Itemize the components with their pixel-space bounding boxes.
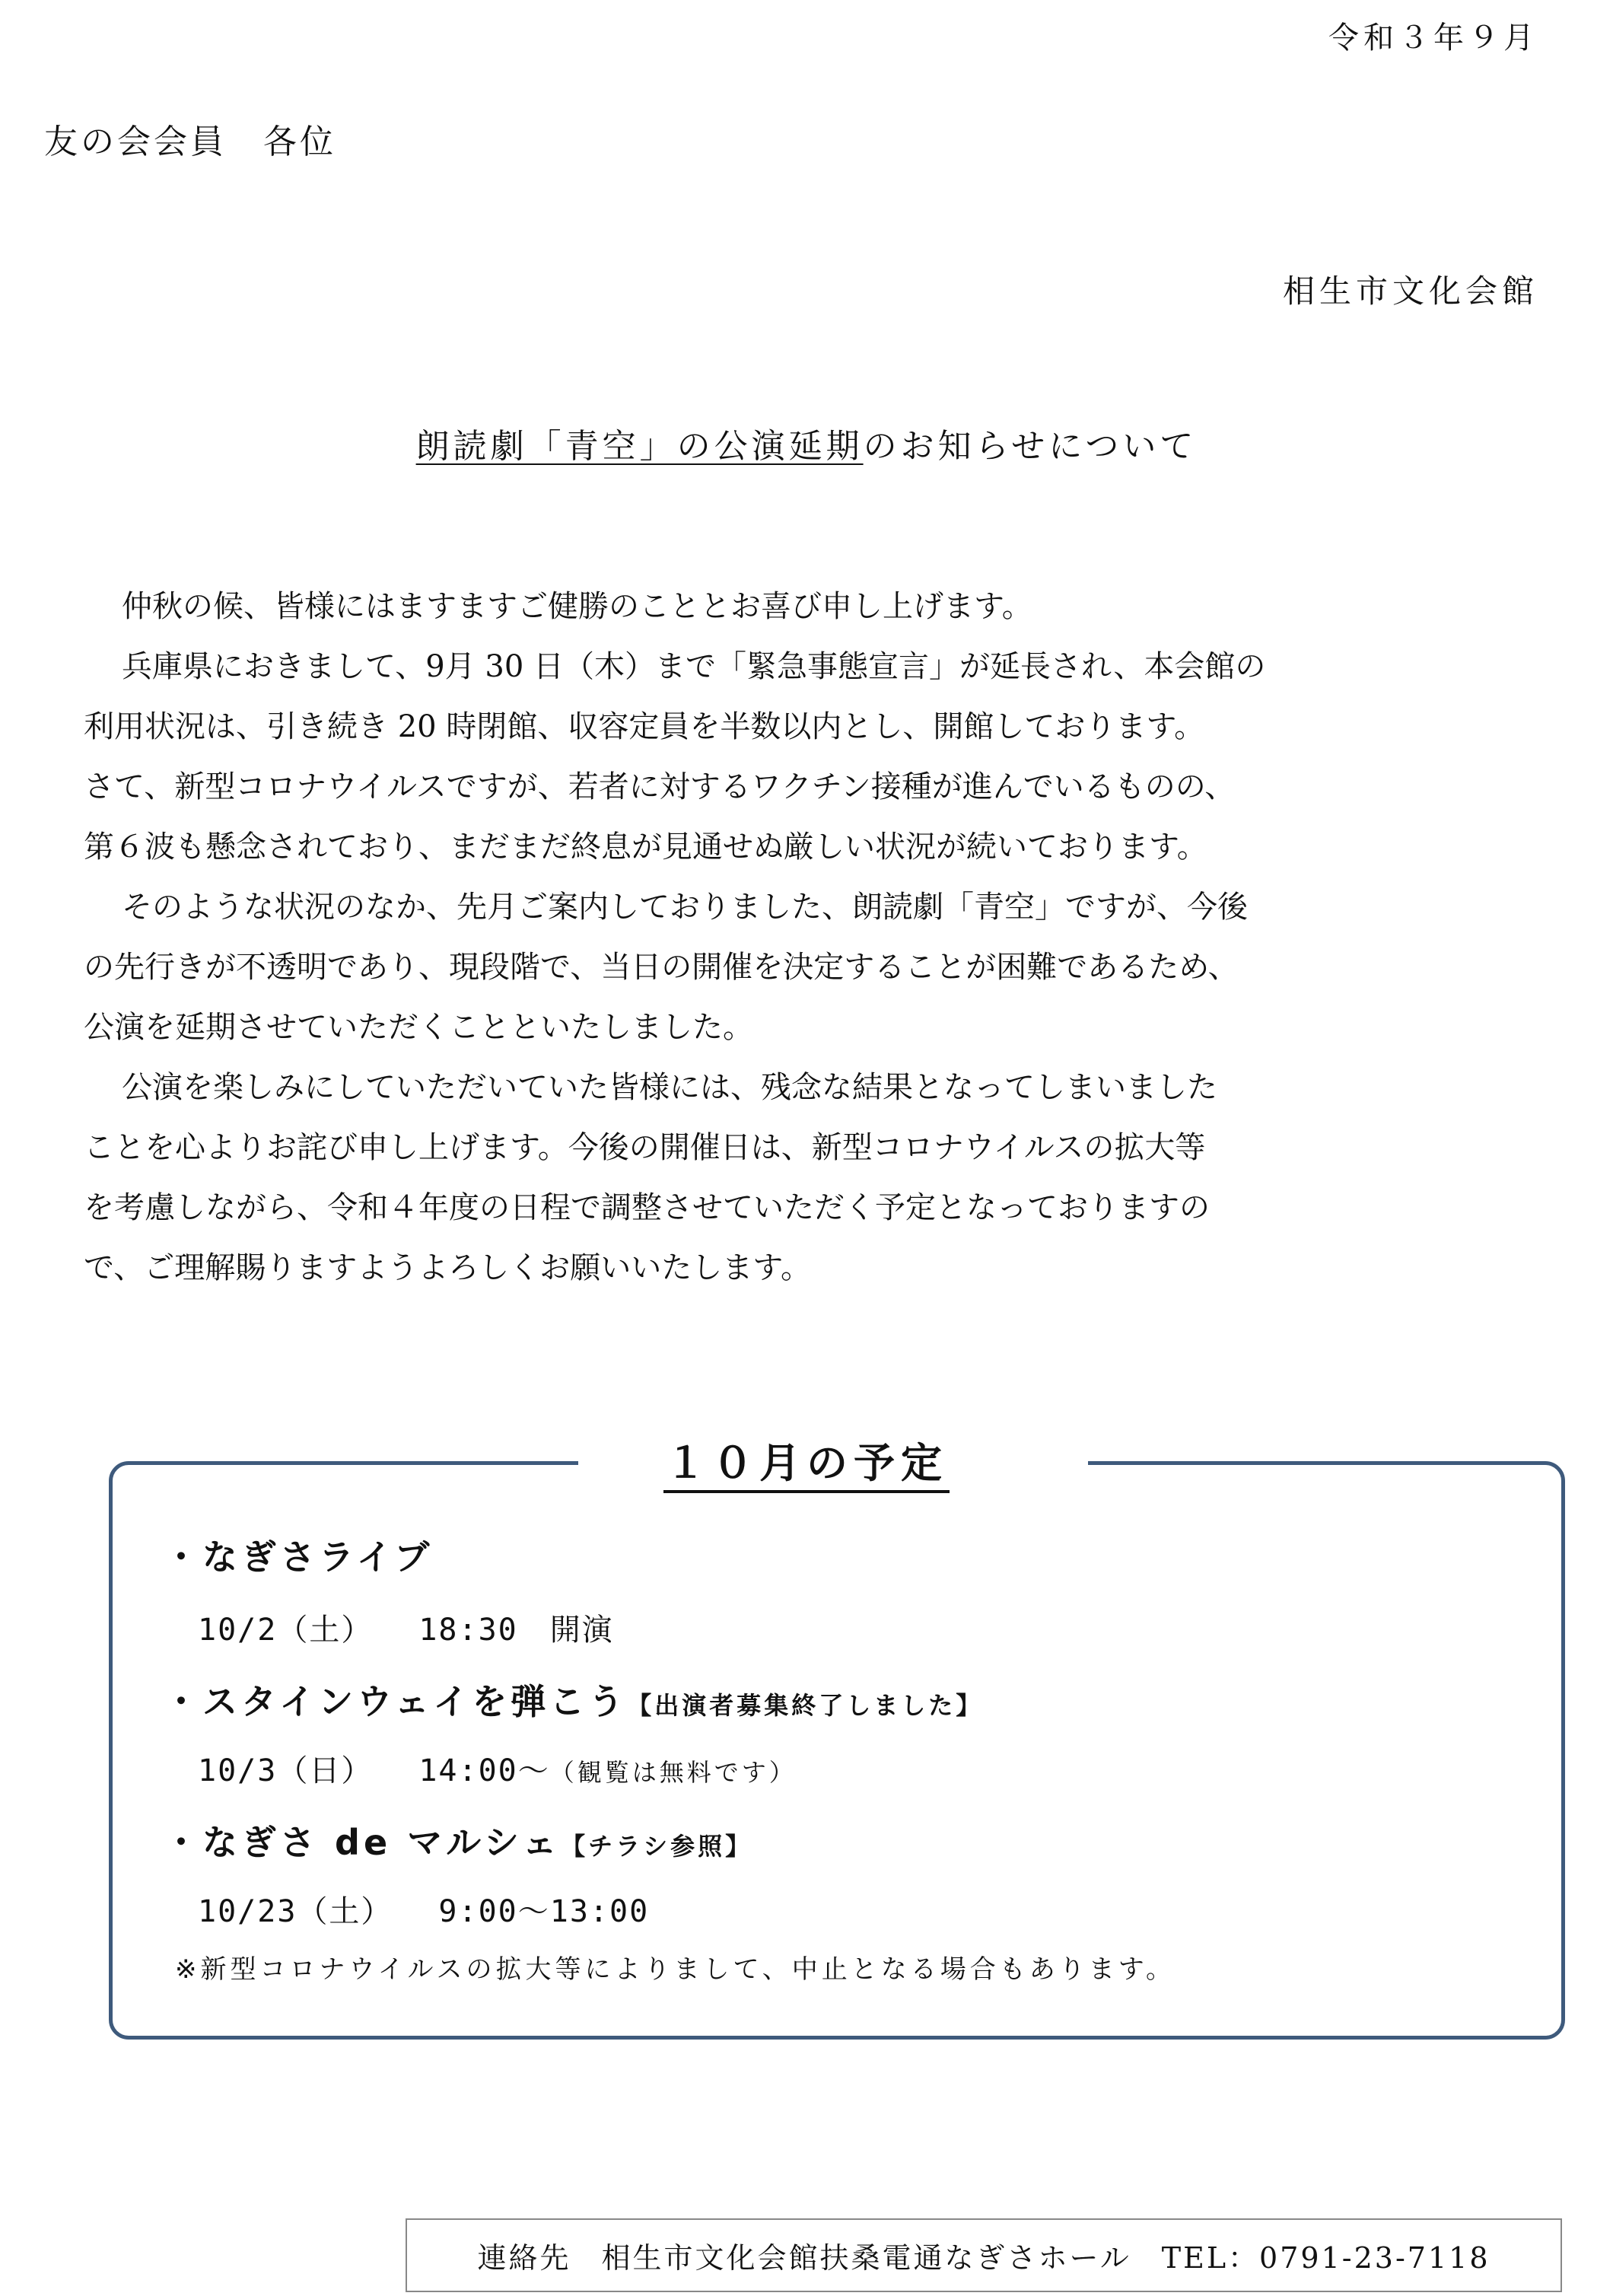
schedule-title: １０月の予定 [0, 1431, 1613, 1489]
body-line: 第６波も懸念されており、まだまだ終息が見通せぬ厳しい状況が続いております。 [84, 830, 1207, 865]
body-line: を考慮しながら、令和４年度の日程で調整させていただく予定となっておりますの [84, 1190, 1210, 1225]
event-detail: 10/3（日） 14:00～（観覧は無料です） [198, 1753, 797, 1788]
document-date: 令和３年９月 [1328, 21, 1538, 56]
body-line: さて、新型コロナウイルスですが、若者に対するワクチン接種が進んでいるものの、 [84, 769, 1236, 804]
body-line: 兵庫県におきまして、9月 30 日（木）まで「緊急事態宣言」が延長され、本会館の [122, 649, 1266, 684]
body-line: ことを心よりお詫び申し上げます。今後の開催日は、新型コロナウイルスの拡大等 [84, 1130, 1206, 1165]
event-detail: 10/23（土） 9:00～13:00 [198, 1894, 650, 1929]
body-line: の先行きが不透明であり、現段階で、当日の開催を決定することが困難であるため、 [84, 950, 1239, 985]
body-text [84, 577, 1552, 1298]
document-title [0, 419, 1613, 467]
body-line: 公演を楽しみにしていただいていた皆様には、残念な結果となってしまいました [122, 1070, 1217, 1105]
body-line: そのような状況のなか、先月ご案内しておりました、朗読劇「青空」ですが、今後 [122, 890, 1248, 925]
title-rest: のお知らせについて [863, 427, 1198, 466]
title-underlined: 朗読劇「青空」の公演延期 [415, 427, 864, 466]
event-name: ・スタインウェイを弾こう【出演者募集終了しました】 [164, 1681, 984, 1722]
contact-label: 連絡先 [477, 2241, 571, 2275]
sender: 相生市文化会館 [1282, 272, 1538, 310]
event-name: ・なぎさ de マルシェ【チラシ参照】 [164, 1822, 753, 1863]
body-line: 利用状況は、引き続き 20 時閉館、収容定員を半数以内とし、開館しております。 [84, 709, 1205, 744]
contact-box [406, 2218, 1562, 2292]
schedule-notice: ※新型コロナウイルスの拡大等によりまして、中止となる場合もあります。 [175, 1954, 1176, 1985]
body-line: 公演を延期させていただくことといたしました。 [84, 1010, 753, 1045]
event-detail: 10/2（土） 18:30 開演 [198, 1613, 614, 1648]
event-name: ・なぎさライブ [164, 1537, 434, 1578]
body-line: 仲秋の候、皆様にはますますご健勝のこととお喜び申し上げます。 [122, 589, 1032, 624]
addressee: 友の会会員 各位 [44, 123, 336, 161]
contact-venue: 相生市文化会館扶桑電通なぎさホール [601, 2241, 1131, 2275]
contact-tel: TEL：0791-23-7118 [1161, 2241, 1491, 2275]
body-line: で、ご理解賜りますようよろしくお願いいたします。 [84, 1250, 811, 1285]
